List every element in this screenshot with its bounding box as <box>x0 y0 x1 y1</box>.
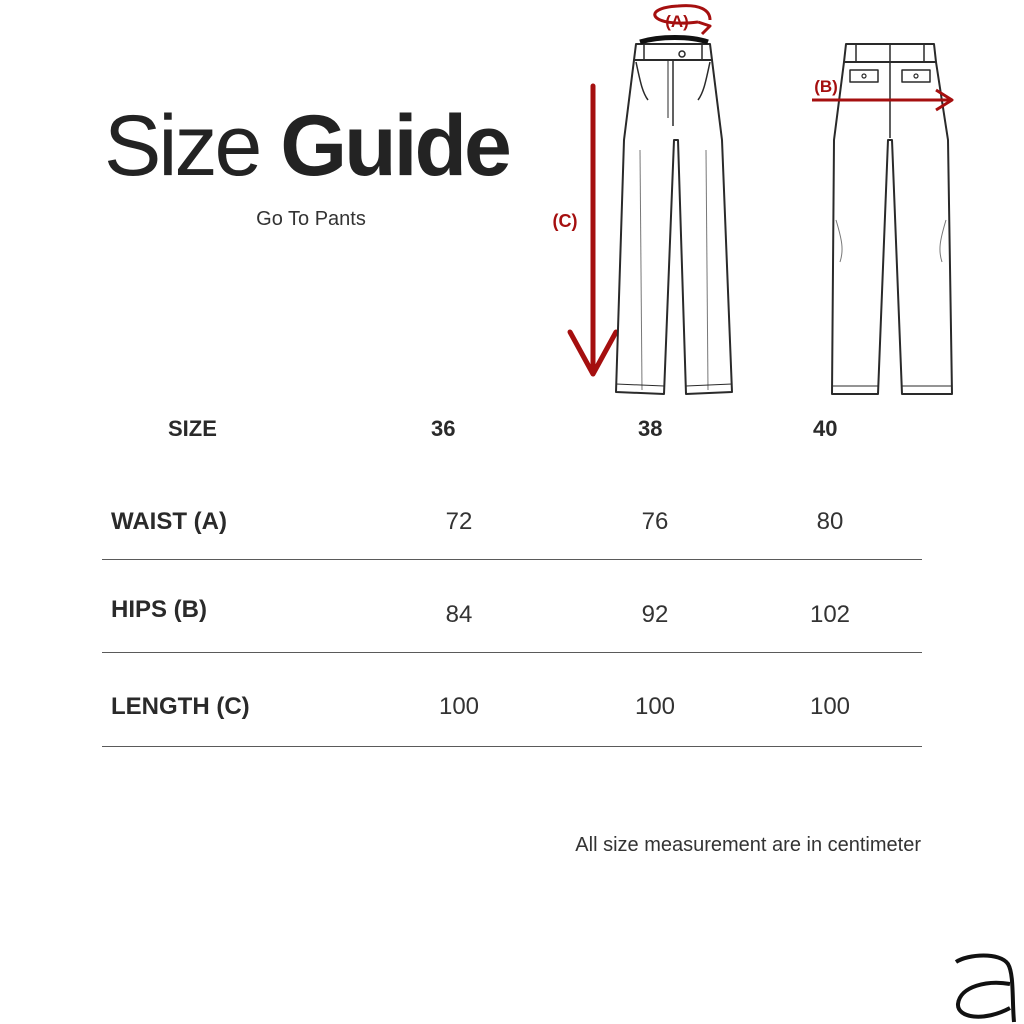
pants-measurement-illustration <box>540 0 960 400</box>
length-value-40: 100 <box>809 693 851 720</box>
length-label: (C) <box>552 211 578 231</box>
pants-front-icon <box>616 38 732 395</box>
row-divider <box>102 559 922 560</box>
length-value-36: 100 <box>438 693 480 720</box>
row-label-hips: HIPS (B) <box>111 596 207 623</box>
length-value-38: 100 <box>634 693 676 720</box>
product-name: Go To Pants <box>256 208 366 230</box>
brand-logo-icon <box>948 950 1024 1024</box>
waist-value-40: 80 <box>816 508 844 535</box>
waist-value-38: 76 <box>641 508 669 535</box>
waist-value-36: 72 <box>445 508 473 535</box>
row-label-waist: WAIST (A) <box>111 508 227 535</box>
hips-value-36: 84 <box>445 601 473 628</box>
row-divider <box>102 652 922 653</box>
size-header-40: 40 <box>813 416 838 441</box>
row-divider <box>102 746 922 747</box>
title-guide-word: Guide <box>280 98 509 194</box>
row-label-length: LENGTH (C) <box>111 693 250 720</box>
size-header-38: 38 <box>638 416 663 441</box>
pants-back-icon <box>832 44 952 394</box>
hips-value-38: 92 <box>641 601 669 628</box>
waist-label: (A) <box>665 12 689 31</box>
hips-value-40: 102 <box>809 601 851 628</box>
size-header-label: SIZE <box>168 416 217 441</box>
measurement-footnote: All size measurement are in centimeter <box>575 834 921 856</box>
size-header-36: 36 <box>431 416 456 441</box>
page-title <box>104 96 509 196</box>
title-size-word: Size <box>104 98 260 194</box>
hips-label: (B) <box>814 77 838 96</box>
